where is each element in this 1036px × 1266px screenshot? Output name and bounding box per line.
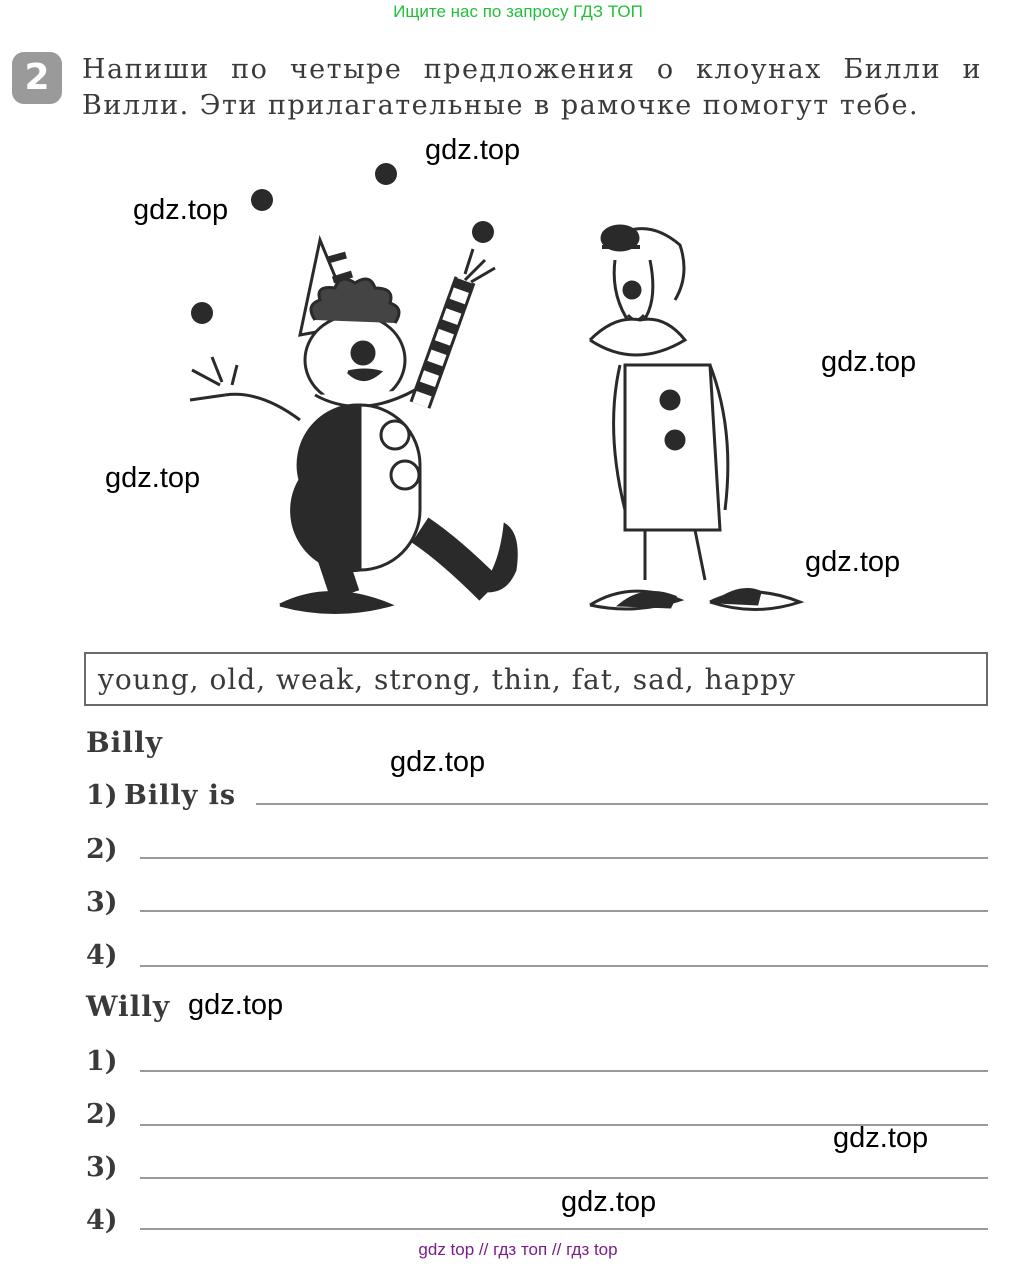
willy-line-number: 4) — [86, 1205, 118, 1236]
billy-line-number: 4) — [86, 940, 118, 971]
watermark: gdz.top — [105, 462, 201, 494]
billy-clown — [190, 240, 516, 613]
billy-answer-line-3[interactable] — [140, 910, 988, 912]
willy-answer-line-3[interactable] — [140, 1177, 988, 1179]
watermark: gdz.top — [821, 346, 917, 378]
willy-clown — [590, 226, 800, 610]
billy-answer-line-4[interactable] — [140, 965, 988, 967]
watermark: gdz.top — [188, 989, 284, 1021]
footer-links[interactable]: gdz top // гдз топ // гдз top — [418, 1240, 618, 1259]
willy-section-title: Willy — [86, 990, 171, 1023]
watermark: gdz.top — [833, 1122, 929, 1154]
watermark: gdz.top — [390, 746, 486, 778]
billy-answer-line-1[interactable] — [256, 803, 988, 805]
willy-line-number: 3) — [86, 1152, 118, 1183]
top-banner[interactable]: Ищите нас по запросу ГДЗ ТОП — [393, 2, 643, 21]
billy-section-title: Billy — [86, 726, 163, 759]
billy-line-number: 1) — [86, 780, 118, 811]
adjectives-word-box: young, old, weak, strong, thin, fat, sad, happy — [84, 652, 988, 706]
billy-answer-line-2[interactable] — [140, 857, 988, 859]
billy-line-prefix: Billy is — [124, 780, 237, 811]
willy-line-number: 2) — [86, 1099, 118, 1130]
exercise-number-badge: 2 — [12, 52, 62, 104]
billy-line-number: 2) — [86, 834, 118, 865]
task-instruction: Напиши по четыре предложения о клоунах Билли и Вилли. Эти прилагательные в рамочке помогут тебе. — [82, 54, 982, 121]
watermark: gdz.top — [561, 1186, 657, 1218]
clowns-illustration — [150, 150, 830, 630]
watermark: gdz.top — [133, 194, 229, 226]
willy-answer-line-1[interactable] — [140, 1070, 988, 1072]
billy-line-number: 3) — [86, 887, 118, 918]
watermark: gdz.top — [805, 546, 901, 578]
willy-answer-line-4[interactable] — [140, 1228, 988, 1230]
watermark: gdz.top — [425, 134, 521, 166]
willy-line-number: 1) — [86, 1046, 118, 1077]
